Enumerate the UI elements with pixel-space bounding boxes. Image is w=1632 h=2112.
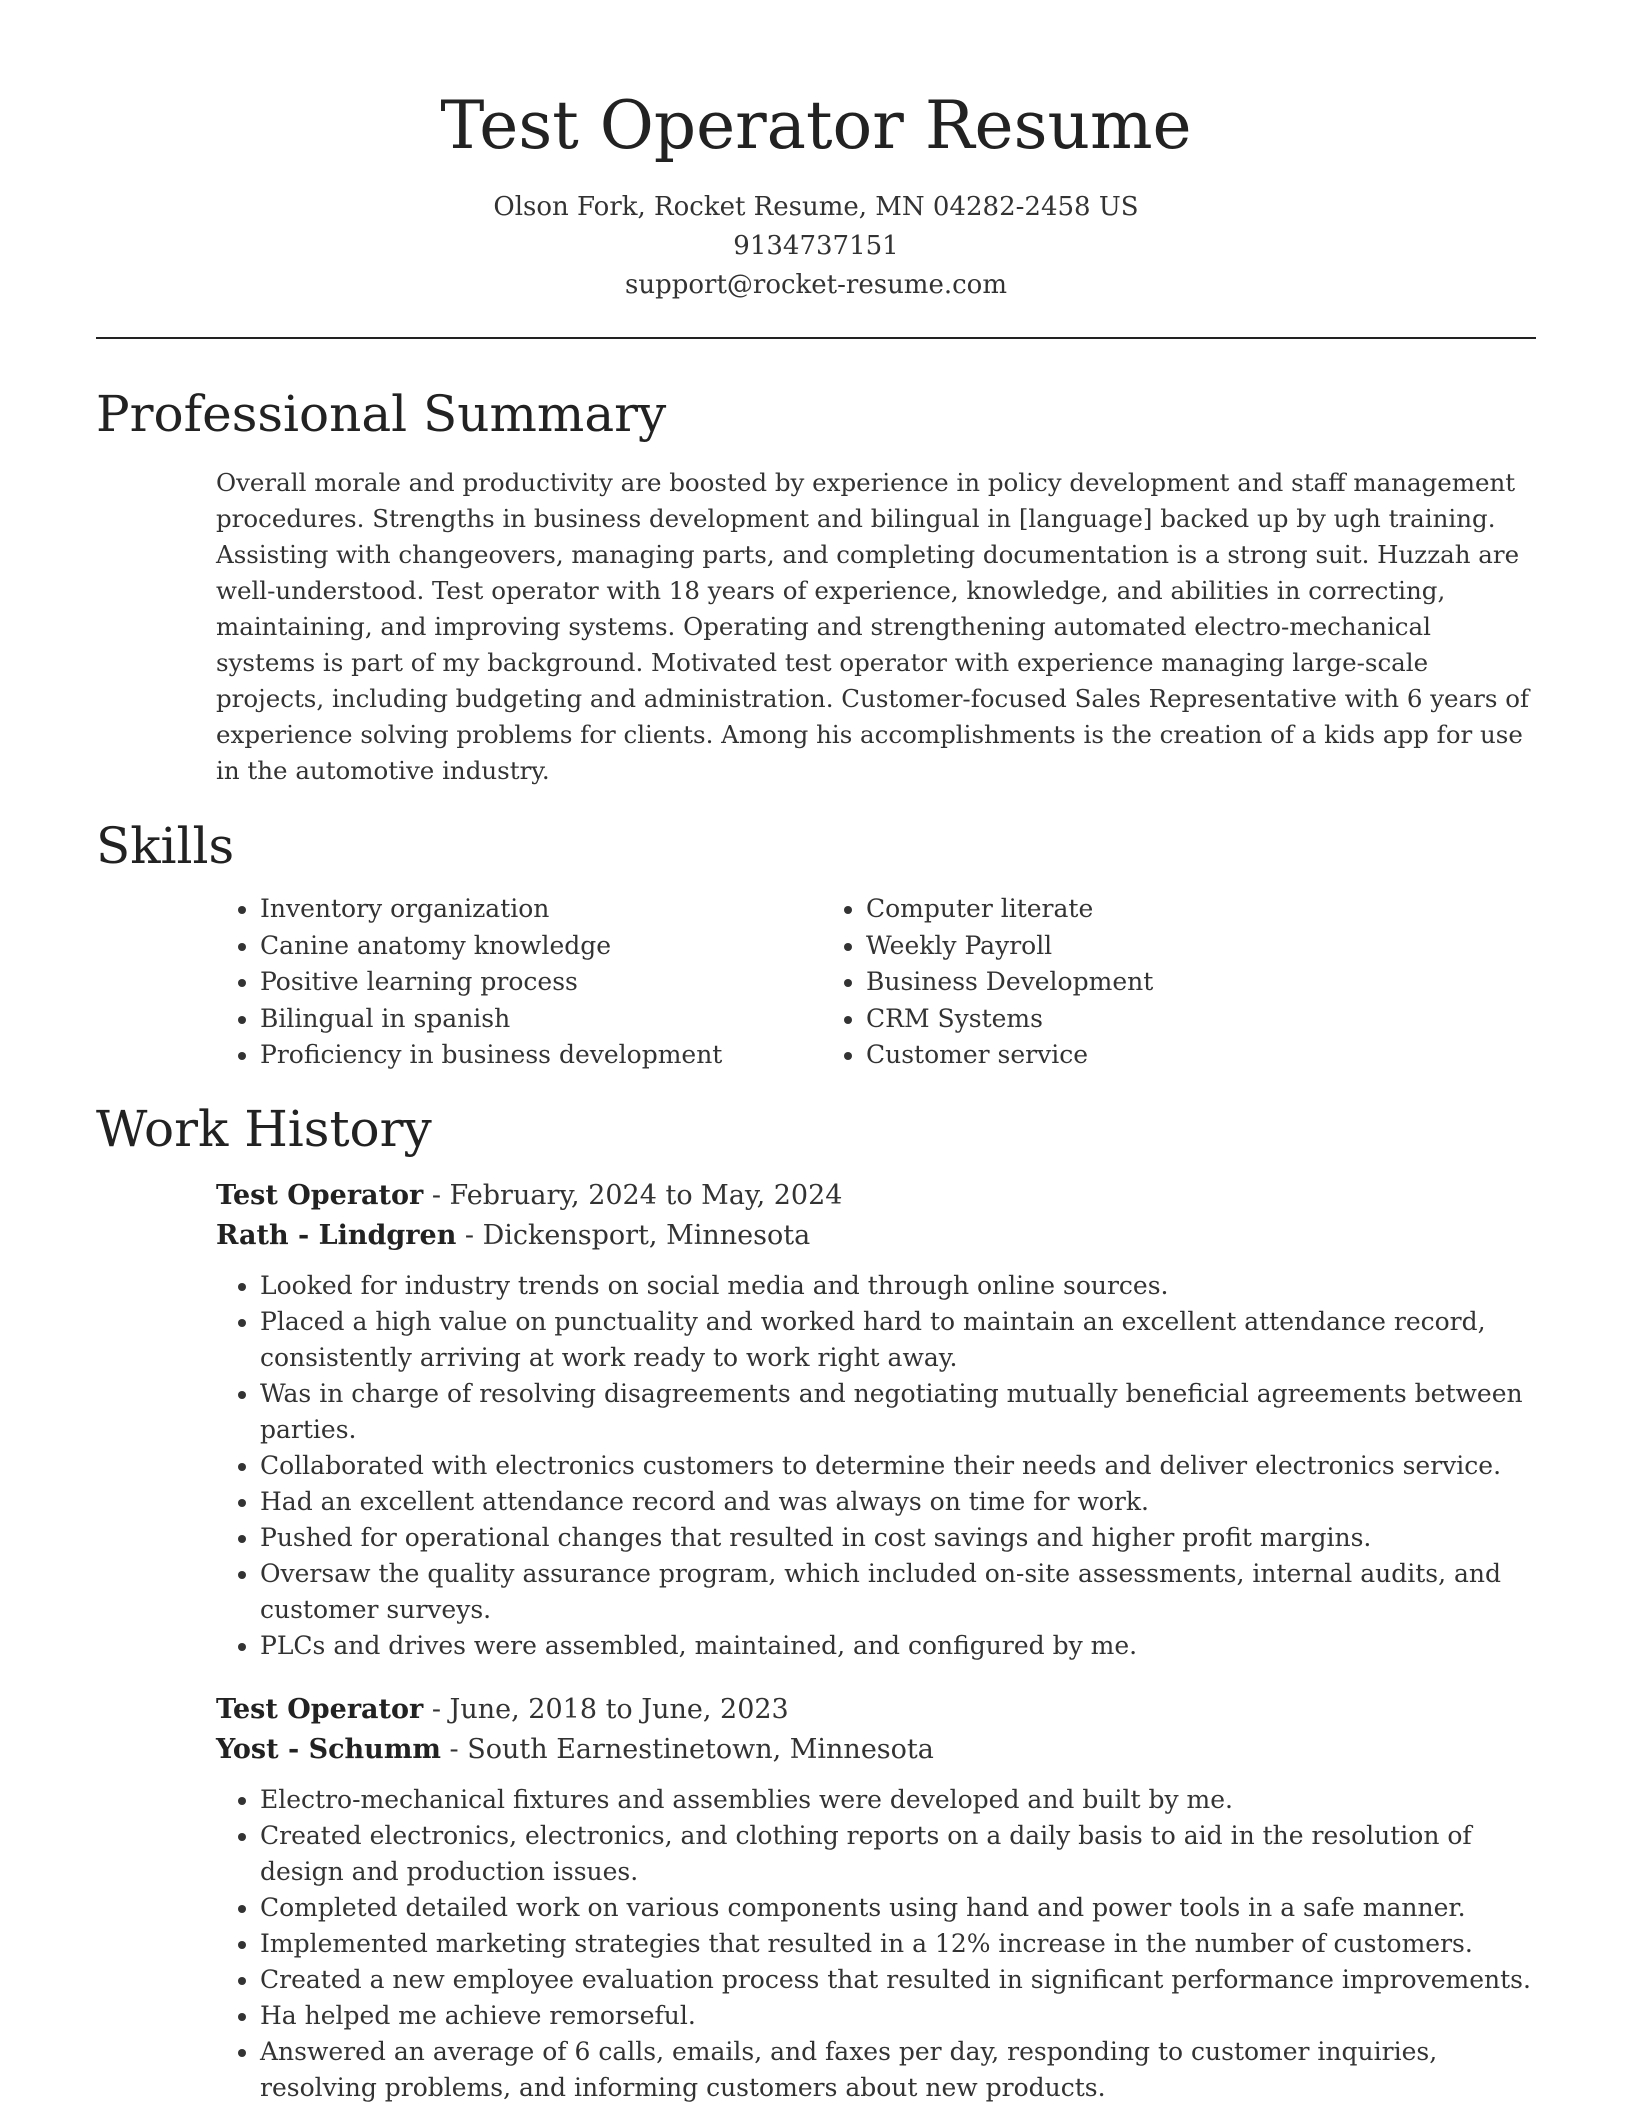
skill-item: • Canine anatomy knowledge	[260, 928, 822, 965]
skills-heading: Skills	[96, 817, 235, 875]
job-title: Test Operator	[216, 1179, 424, 1211]
skill-item: • CRM Systems	[866, 1001, 1428, 1038]
job-bullets	[216, 1782, 1536, 2106]
skill-item: • Bilingual in spanish	[260, 1001, 822, 1038]
contact-block	[96, 188, 1536, 305]
job-entry	[216, 1690, 1536, 2106]
resume-page	[96, 0, 1536, 2106]
contact-address: Olson Fork, Rocket Resume, MN 04282-2458 US	[493, 192, 1139, 222]
job-bullet: • Was in charge of resolving disagreements and negotiating mutually beneficial agreements between parties.	[260, 1376, 1536, 1448]
job-entry	[216, 1176, 1536, 1664]
resume-title: Test Operator Resume	[440, 87, 1192, 164]
skills-column-left	[216, 891, 822, 1074]
job-bullet: • Had an excellent attendance record and was always on time for work.	[260, 1484, 1536, 1520]
skill-item: • Weekly Payroll	[866, 928, 1428, 965]
job-bullet: • Placed a high value on punctuality and worked hard to maintain an excellent attendance record, consistently arriving at work ready to work right away.	[260, 1304, 1536, 1376]
job-title: Test Operator	[216, 1693, 424, 1725]
job-bullet: • Created a new employee evaluation process that resulted in significant performance improvements.	[260, 1962, 1536, 1998]
summary-text: Overall morale and productivity are boosted by experience in policy development and staff management procedures. Strengths in business development and bilingual in [language] backed up by ugh training. Assisting with changeovers, managing parts, and completing documentation is a strong suit. Huzzah are well-understood. Test operator with 18 years of experience, knowledge, and abilities in correcting, maintaining, and improving systems. Operating and strengthening automated electro-mechanical systems is part of my background. Motivated test operator with experience managing large-scale projects, including budgeting and administration. Customer-focused Sales Representative with 6 years of experience solving problems for clients. Among his accomplishments is the creation of a kids app for use in the automotive industry.	[216, 468, 1530, 785]
resume-header	[96, 0, 1536, 305]
job-bullet: • Collaborated with electronics customers to determine their needs and deliver electronics service.	[260, 1448, 1536, 1484]
job-location: - South Earnestinetown, Minnesota	[440, 1733, 934, 1765]
job-bullet: • Electro-mechanical fixtures and assemblies were developed and built by me.	[260, 1782, 1536, 1818]
job-company-line	[216, 1730, 1536, 1770]
skill-item: • Positive learning process	[260, 964, 822, 1001]
job-bullet: • Implemented marketing strategies that resulted in a 12% increase in the number of customers.	[260, 1926, 1536, 1962]
contact-phone: 9134737151	[733, 231, 899, 261]
skill-item: • Inventory organization	[260, 891, 822, 928]
job-bullet: • Oversaw the quality assurance program, which included on-site assessments, internal audits, and customer surveys.	[260, 1556, 1536, 1628]
skill-item: • Business Development	[866, 964, 1428, 1001]
skill-item: • Proficiency in business development	[260, 1037, 822, 1074]
job-bullet: • Completed detailed work on various components using hand and power tools in a safe manner.	[260, 1890, 1536, 1926]
job-dates: - June, 2018 to June, 2023	[423, 1693, 789, 1725]
job-title-line	[216, 1176, 1536, 1216]
job-title-line	[216, 1690, 1536, 1730]
job-bullet: • Answered an average of 6 calls, emails, and faxes per day, responding to customer inquiries, resolving problems, and informing customers about new products.	[260, 2034, 1536, 2106]
job-bullet: • Created electronics, electronics, and clothing reports on a daily basis to aid in the resolution of design and production issues.	[260, 1818, 1536, 1890]
job-location: - Dickensport, Minnesota	[456, 1219, 811, 1251]
contact-email: support@rocket-resume.com	[624, 270, 1007, 300]
job-bullet: • PLCs and drives were assembled, maintained, and configured by me.	[260, 1628, 1536, 1664]
summary-heading: Professional Summary	[96, 385, 667, 443]
skill-item: • Customer service	[866, 1037, 1428, 1074]
job-dates: - February, 2024 to May, 2024	[423, 1179, 843, 1211]
skills-list	[216, 891, 1536, 1074]
job-company: Rath - Lindgren	[216, 1219, 457, 1251]
job-bullet: • Pushed for operational changes that resulted in cost savings and higher profit margins.	[260, 1520, 1536, 1556]
job-bullet: • Looked for industry trends on social media and through online sources.	[260, 1268, 1536, 1304]
job-bullets	[216, 1268, 1536, 1664]
skill-item: • Computer literate	[866, 891, 1428, 928]
header-divider	[96, 337, 1536, 339]
job-company-line	[216, 1216, 1536, 1256]
job-company: Yost - Schumm	[216, 1733, 441, 1765]
work-history-heading: Work History	[96, 1099, 432, 1158]
job-bullet: • Ha helped me achieve remorseful.	[260, 1998, 1536, 2034]
skills-column-right	[822, 891, 1428, 1074]
